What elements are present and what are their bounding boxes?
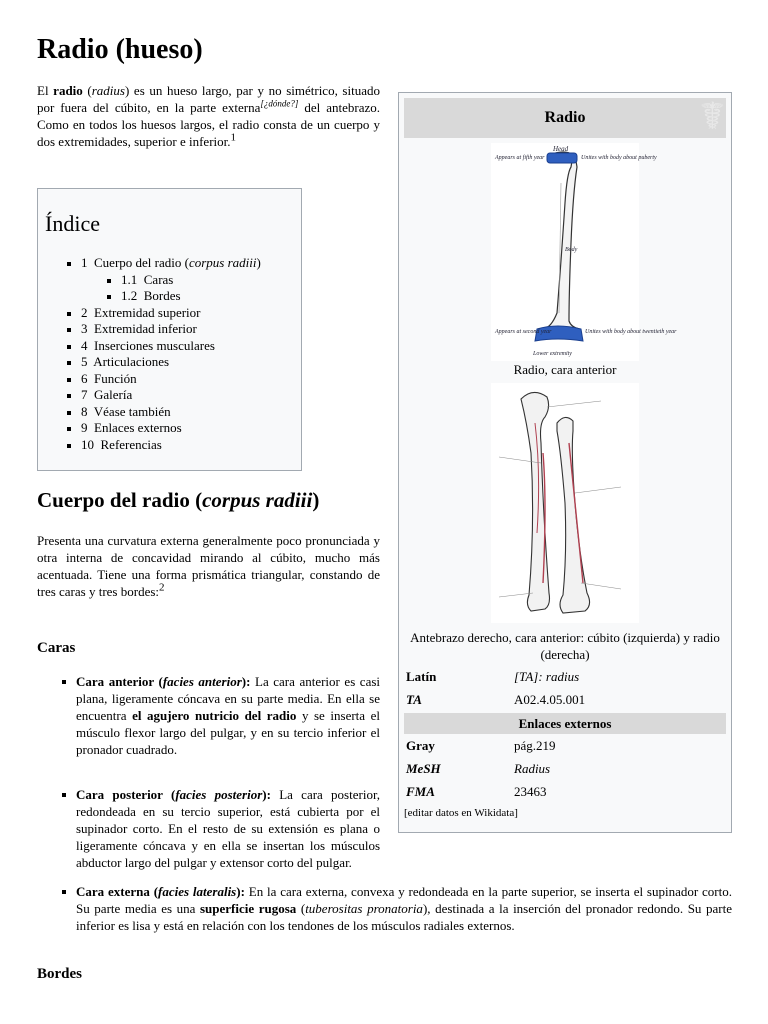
toc-item-9[interactable]: 9 Enlaces externos: [81, 420, 261, 437]
figure-caption-2: Antebrazo derecho, cara anterior: cúbito (izquierda) y radio (derecha): [410, 630, 720, 662]
section-heading-caras: Caras: [37, 640, 76, 656]
toc-item-7[interactable]: 7 Galería: [81, 387, 261, 404]
toc-title: Índice: [45, 211, 100, 236]
page-title: Radio (hueso): [37, 34, 203, 65]
toc-item-5[interactable]: 5 Articulaciones: [81, 354, 261, 371]
citation-needed-link[interactable]: [¿dónde?]: [260, 98, 299, 109]
toc-item-8[interactable]: 8 Véase también: [81, 404, 261, 421]
toc-item-1-2[interactable]: 1.2 Bordes: [121, 288, 261, 305]
footnote-2-link[interactable]: 2: [159, 581, 165, 594]
infobox-row-gray: Gray pág.219: [404, 735, 726, 757]
edit-wikidata-link[interactable]: [editar datos en Wikidata]: [404, 807, 518, 819]
infobox-subheader: Enlaces externos: [404, 713, 726, 734]
toc-item-1[interactable]: 1 Cuerpo del radio (corpus radiii) 1.1 Caras 1.2 Bordes: [81, 255, 261, 303]
infobox-row-mesh: MeSH Radius: [404, 758, 726, 780]
section-heading-bordes: Bordes: [37, 966, 82, 982]
toc-item-4[interactable]: 4 Inserciones musculares: [81, 338, 261, 355]
fig-label-lower-extremity: Lower extremity: [533, 351, 572, 357]
infobox: [398, 92, 732, 833]
caduceus-icon: ☤: [699, 96, 725, 138]
list-item-cara-anterior: Cara anterior (facies anterior): La cara anterior es casi plana, ligeramente cóncava en su parte media. En ella se encuentra el agujero nutricio del radio y se inserta el músculo flexor largo del pulgar, y en su tercio inferior el pronador cuadrado.: [76, 674, 381, 757]
fig-label-unites-twentieth: Unites with body about twentieth year: [585, 329, 677, 335]
fig-label-appears-second: Appears at second year: [495, 329, 552, 335]
fma-link[interactable]: 23463: [514, 784, 547, 799]
footnote-1-link[interactable]: 1: [230, 131, 236, 144]
gray-link[interactable]: pág.219: [514, 738, 556, 753]
infobox-row-fma: FMA 23463: [404, 781, 726, 803]
fig-label-appears-fifth: Appears at fifth year: [495, 155, 545, 161]
bold-radio: radio: [53, 83, 83, 98]
toc-item-3[interactable]: 3 Extremidad inferior: [81, 321, 261, 338]
fig-label-unites-puberty: Unites with body about puberty: [581, 155, 657, 161]
section-cuerpo-paragraph: Presenta una curvatura externa generalmente poco pronunciada y otra interna de concavidad mirando al cúbito, mucho más acentuada. Tiene una forma prismática triangular, constando de tres caras y tres bordes:$^2$: [37, 533, 380, 599]
mesh-link[interactable]: Radius: [514, 761, 551, 776]
infobox-title: Radio: [404, 98, 726, 138]
forearm-anterior-figure[interactable]: [491, 383, 639, 623]
infobox-row-ta: TA A02.4.05.001: [404, 689, 726, 711]
infobox-row-latin: Latín [TA]: radius: [404, 666, 726, 688]
toc-item-6[interactable]: 6 Función: [81, 371, 261, 388]
toc-item-1-1[interactable]: 1.1 Caras: [121, 272, 261, 289]
fig-label-head: Head: [553, 145, 569, 153]
intro-paragraph: El radio (radius) es un hueso largo, par y no simétrico, situado por fuera del cúbito, en la parte externa[¿dónde?] del antebrazo. Como en todos los huesos largos, el radio consta de un cuerpo y dos extremidades, superior e inferior.$^1$: [37, 83, 380, 149]
toc-item-10[interactable]: 10 Referencias: [81, 437, 261, 454]
fig-label-body: Body: [565, 247, 578, 253]
table-of-contents: [37, 188, 302, 471]
figure-caption-1: Radio, cara anterior: [513, 362, 617, 377]
section-heading-cuerpo: Cuerpo del radio (corpus radiii): [37, 488, 320, 512]
list-item-cara-posterior: Cara posterior (facies posterior): La cara posterior, redondeada en su tercio superior, está cubierta por el supinador corto. En el resto de su extensión es plana o ligeramente cóncava y en ella se insertan los músculos abductor largo del pulgar y extensor corto del pulgar.: [76, 787, 381, 870]
toc-item-2[interactable]: 2 Extremidad superior: [81, 305, 261, 322]
toc-list: [81, 255, 261, 453]
latin-value-link[interactable]: [TA]: radius: [514, 669, 580, 684]
list-item-cara-externa: Cara externa (facies lateralis): En la cara externa, convexa y redondeada en la parte superior, se inserta el supinador corto. Su parte media es una superficie rugosa (tuberositas pronatoria), destinada a la inserción del pronador redondo. Su parte inferior es lisa y está en relación con los tendones de los músculos radiales externos.: [76, 884, 732, 933]
radius-anterior-figure[interactable]: [491, 143, 677, 361]
ta-link[interactable]: TA: [406, 692, 422, 707]
